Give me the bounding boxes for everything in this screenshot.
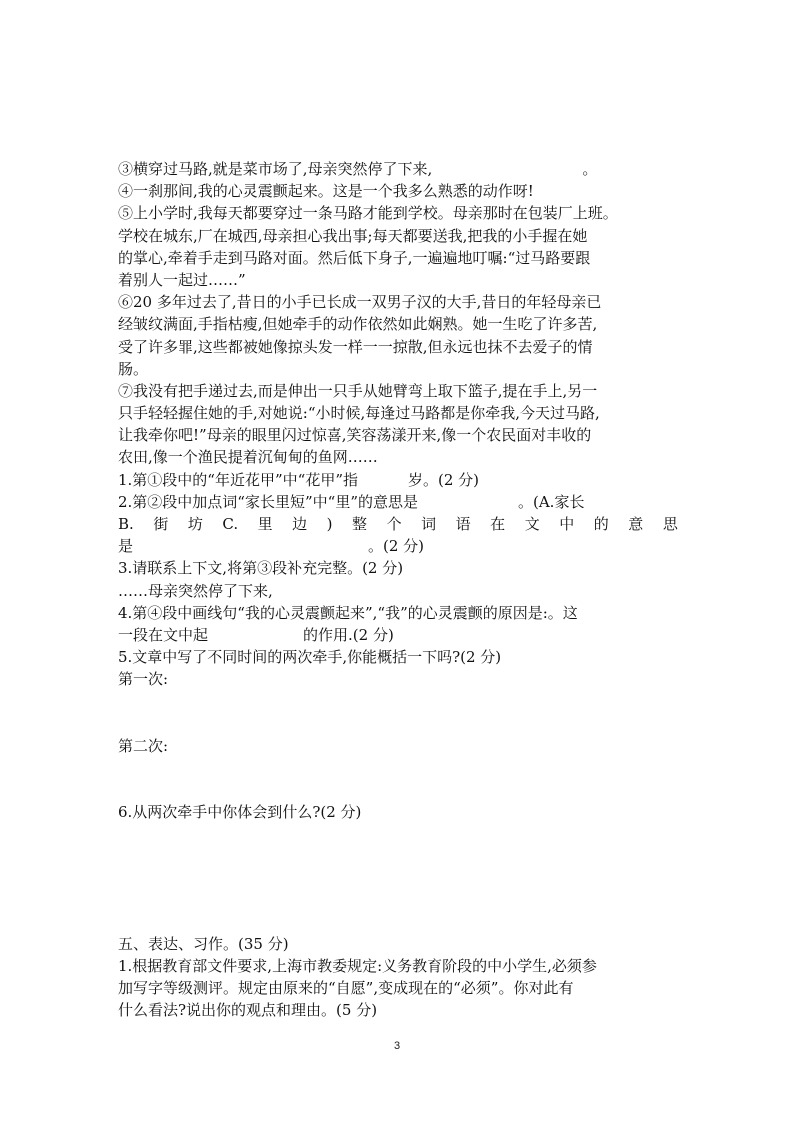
- question-2-justified-word: 文: [524, 515, 540, 533]
- paragraph-5-line: ⑤上小学时,我每天都要穿过一条马路才能到学校。母亲那时在包装厂上班。: [118, 204, 618, 223]
- page-content: [118, 158, 678, 1022]
- question-4-line: 4.第④段中画线句“我的心灵震颤起来”,“我”的心灵震颤的原因是:。这: [118, 603, 578, 622]
- question-2-justified-word: 在: [490, 515, 506, 533]
- question-2-justified-word: 语: [455, 515, 471, 533]
- paragraph-3: [118, 158, 678, 180]
- question-2-justified-word: 意: [628, 515, 644, 533]
- question-4-end: 的作用.(2 分): [303, 625, 394, 644]
- section-5-line: 什么看法?说出你的观点和理由。(5 分): [118, 1001, 378, 1020]
- question-2-justified-word: 个: [386, 515, 402, 533]
- paragraph-6-line: 肠。: [118, 359, 149, 378]
- question-1-end: 岁。(2 分): [408, 470, 480, 489]
- paragraph-5-line: 着别人一起过……”: [118, 270, 246, 289]
- paragraph-6: [118, 291, 678, 380]
- question-2-justified-word: B.: [118, 515, 134, 533]
- question-2-justified-word: 中: [559, 515, 575, 533]
- paragraph-7-line: 农田,像一个渔民提着沉甸甸的鱼网……: [118, 448, 378, 467]
- question-1-text: 1.第①段中的“年近花甲”中“花甲”指: [118, 470, 358, 489]
- question-2-justified-word: 里: [257, 515, 273, 533]
- section-5-question-1: [118, 955, 678, 1022]
- question-3: 3.请联系上下文,将第③段补充完整。(2 分): [118, 559, 404, 578]
- question-5-first-label: 第一次:: [118, 670, 169, 689]
- question-2-line: [118, 491, 678, 513]
- question-4-line: [118, 624, 678, 646]
- question-5-second-label: 第二次:: [118, 736, 169, 755]
- question-1: [118, 469, 678, 491]
- question-2-options: 。(A.家长: [518, 492, 585, 511]
- question-2-justified-word: 词: [421, 515, 437, 533]
- answer-space: [118, 691, 678, 735]
- question-2-end: 。(2 分): [368, 537, 425, 556]
- paragraph-6-line: 经皱纹满面,手指枯瘦,但她牵手的动作依然如此娴熟。她一生吃了许多苦,: [118, 315, 598, 334]
- question-2-justified-word: 思: [662, 515, 678, 533]
- paragraph-6-line: 受了许多罪,这些都被她像掠头发一样一一掠散,但永远也抹不去爱子的情: [118, 337, 593, 356]
- question-5: 5.文章中写了不同时间的两次牵手,你能概括一下吗?(2 分): [118, 648, 502, 667]
- paragraph-7-line: ⑦我没有把手递过去,而是伸出一只手从她臂弯上取下篮子,提在手上,另一: [118, 381, 598, 400]
- question-6: 6.从两次牵手中你体会到什么?(2 分): [118, 802, 362, 821]
- question-2-line: [118, 535, 678, 557]
- section-5-line: 1.根据教育部文件要求,上海市教委规定:义务教育阶段的中小学生,必须参: [118, 957, 597, 976]
- question-2-line-justified: [118, 513, 678, 535]
- question-2-justified-word: C.: [222, 515, 239, 533]
- question-2-justified-word: 边: [292, 515, 308, 533]
- question-4: [118, 602, 678, 646]
- question-2-text: 2.第②段中加点词“家长里短”中“里”的意思是: [118, 492, 418, 511]
- question-4-text: 一段在文中起: [118, 625, 209, 644]
- paragraph-3-end: 。: [582, 160, 598, 178]
- paragraph-7: [118, 380, 678, 469]
- section-5-heading: 五、表达、习作。(35 分): [118, 934, 289, 953]
- question-2-justified-word: ): [326, 515, 333, 533]
- paragraph-5: [118, 202, 678, 291]
- answer-space: [118, 823, 678, 933]
- question-2-text: 是: [118, 537, 134, 556]
- question-2-justified-word: 的: [593, 515, 609, 533]
- question-2: [118, 491, 678, 558]
- paragraph-5-line: 学校在城东,厂在城西,母亲担心我出事;每天都要送我,把我的小手握在她: [118, 226, 588, 245]
- question-3-continuation: ……母亲突然停了下来,: [118, 581, 273, 600]
- paragraph-7-line: 只手轻轻握住她的手,对她说:“小时候,每逢过马路都是你牵我,今天过马路,: [118, 404, 600, 423]
- answer-space: [118, 757, 678, 801]
- paragraph-6-line: ⑥20 多年过去了,昔日的小手已长成一双男子汉的大手,昔日的年轻母亲已: [118, 293, 602, 312]
- paragraph-7-line: 让我牵你吧!”母亲的眼里闪过惊喜,笑容荡漾开来,像一个农民面对丰收的: [118, 426, 592, 445]
- question-2-justified-word: 坊: [187, 515, 203, 533]
- paragraph-4: ④一刹那间,我的心灵震颤起来。这是一个我多么熟悉的动作呀!: [118, 182, 534, 201]
- question-2-justified-word: 街: [153, 515, 169, 533]
- paragraph-5-line: 的掌心,牵着手走到马路对面。然后低下身子,一遍遍地叮嘱:“过马路要跟: [118, 248, 591, 267]
- section-5-line: 加写字等级测评。规定由原来的“自愿”,变成现在的“必须”。你对此有: [118, 979, 574, 998]
- paragraph-3-text: ③横穿过马路,就是菜市场了,母亲突然停了下来,: [118, 160, 433, 178]
- page-number: 3: [393, 1040, 401, 1052]
- question-2-justified-word: 整: [352, 515, 368, 533]
